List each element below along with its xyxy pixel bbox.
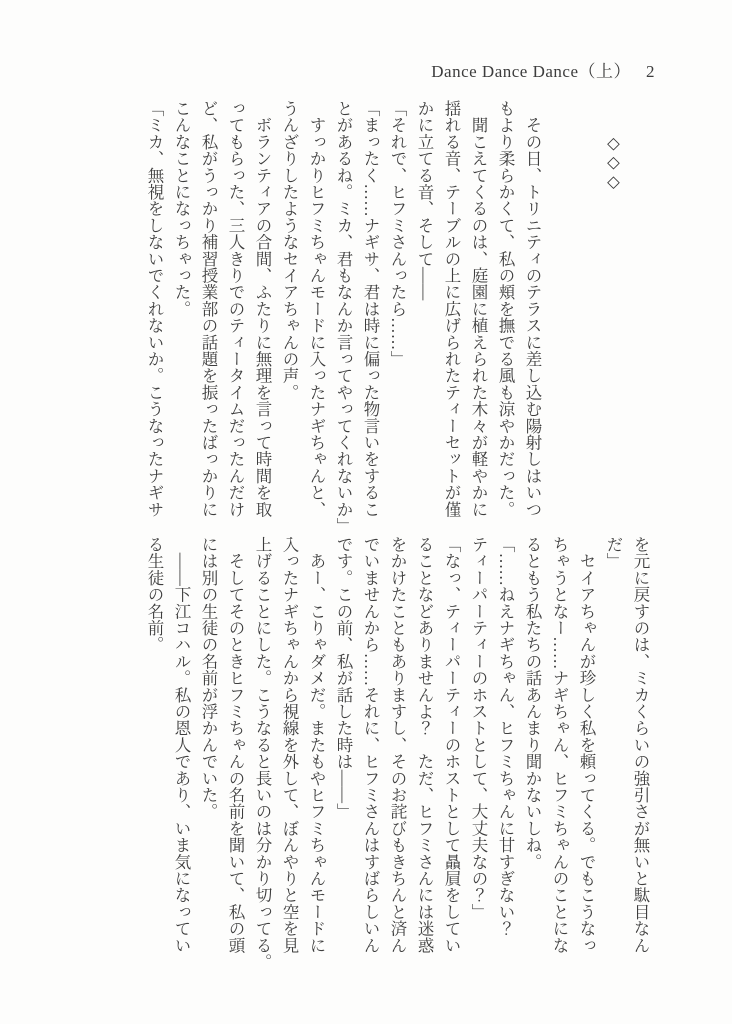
text-column: 上げることにした。こうなると長いのは分かり切ってる。 xyxy=(253,536,272,971)
text-column: 入ったナギちゃんから視線を外して、ぼんやりと空を見 xyxy=(280,536,299,954)
page-number: 2 xyxy=(646,62,655,81)
text-column: る生徒の名前。 xyxy=(145,536,164,653)
text-column: 「それで、ヒフミさんったら……」 xyxy=(388,100,407,368)
lower-text-block xyxy=(141,536,654,971)
text-column: には別の生徒の名前が浮かんでいた。 xyxy=(199,536,218,820)
text-column: セイアちゃんが珍しく私を頼ってくる。でもこうなっ xyxy=(577,536,596,954)
text-column: を元に戻すのは、ミカくらいの強引さが無いと駄目なん xyxy=(631,536,650,954)
text-column: とがあるね。ミカ、君もなんか言ってやってくれないか」 xyxy=(334,100,353,535)
text-column: ちゃうとなー……ナギちゃん、ヒフミちゃんのことにな xyxy=(550,536,569,954)
text-column: 「なっ、ティーパーティーのホストとして贔屓をしてい xyxy=(442,536,461,954)
text-column: ティーパーティーのホストとして、大丈夫なの？」 xyxy=(469,536,488,921)
text-column: そしてそのときヒフミちゃんの名前を聞いて、私の頭 xyxy=(226,536,245,954)
text-column: ってもらった、三人きりでのティータイムだったんだけ xyxy=(226,100,245,518)
text-column: ど、私がうっかり補習授業部の話題を振ったばっかりに xyxy=(199,100,218,518)
text-column: かに立てる音、そして―― xyxy=(415,100,434,301)
text-column: 揺れる音、テーブルの上に広げられたティーセットが僅 xyxy=(442,100,461,518)
text-column: 「……ねえナギちゃん、ヒフミちゃんに甘すぎない？ xyxy=(496,536,515,937)
text-column: もより柔らかくて、私の頬を撫でる風も涼やかだった。 xyxy=(496,100,515,518)
text-column xyxy=(546,100,573,524)
text-column: ――下江コハル。私の恩人であり、いま気になってい xyxy=(172,536,191,954)
upper-text-block xyxy=(141,100,654,535)
text-column xyxy=(573,100,600,524)
book-title: Dance Dance Dance（上） xyxy=(431,62,631,81)
text-column: です。この前、私が話した時は――」 xyxy=(334,536,353,820)
text-column: 「まったく……ナギサ、君は時に偏った物言いをするこ xyxy=(361,100,380,518)
section-divider: ◇◇◇ xyxy=(604,100,623,191)
text-column: あー、こりゃダメだ。またもやヒフミちゃんモードに xyxy=(307,536,326,954)
text-column: るともう私たちの話あんまり聞かないしね。 xyxy=(523,536,542,870)
text-column: うんざりしたようなセイアちゃんの声。 xyxy=(280,100,299,401)
text-column: すっかりヒフミちゃんモードに入ったナギちゃんと、 xyxy=(307,100,326,518)
text-column: をかけたこともありますし、そのお詫びもきちんと済ん xyxy=(388,536,407,954)
text-column: 聞こえてくるのは、庭園に植えられた木々が軽やかに xyxy=(469,100,488,518)
text-column: ボランティアの合間、ふたりに無理を言って時間を取 xyxy=(253,100,272,518)
text-column: でいませんから……それに、ヒフミさんはすばらしいん xyxy=(361,536,380,954)
text-column: こんなことになっちゃった。 xyxy=(172,100,191,318)
text-column: 「ミカ、無視をしないでくれないか。こうなったナギサ xyxy=(145,100,164,518)
text-column: ることなどありませんよ？ ただ、ヒフミさんには迷惑 xyxy=(415,536,434,954)
text-column: だ」 xyxy=(604,536,623,570)
text-column: その日、トリニティのテラスに差し込む陽射しはいつ xyxy=(523,100,542,518)
running-header xyxy=(431,57,655,82)
text-column xyxy=(627,100,654,524)
